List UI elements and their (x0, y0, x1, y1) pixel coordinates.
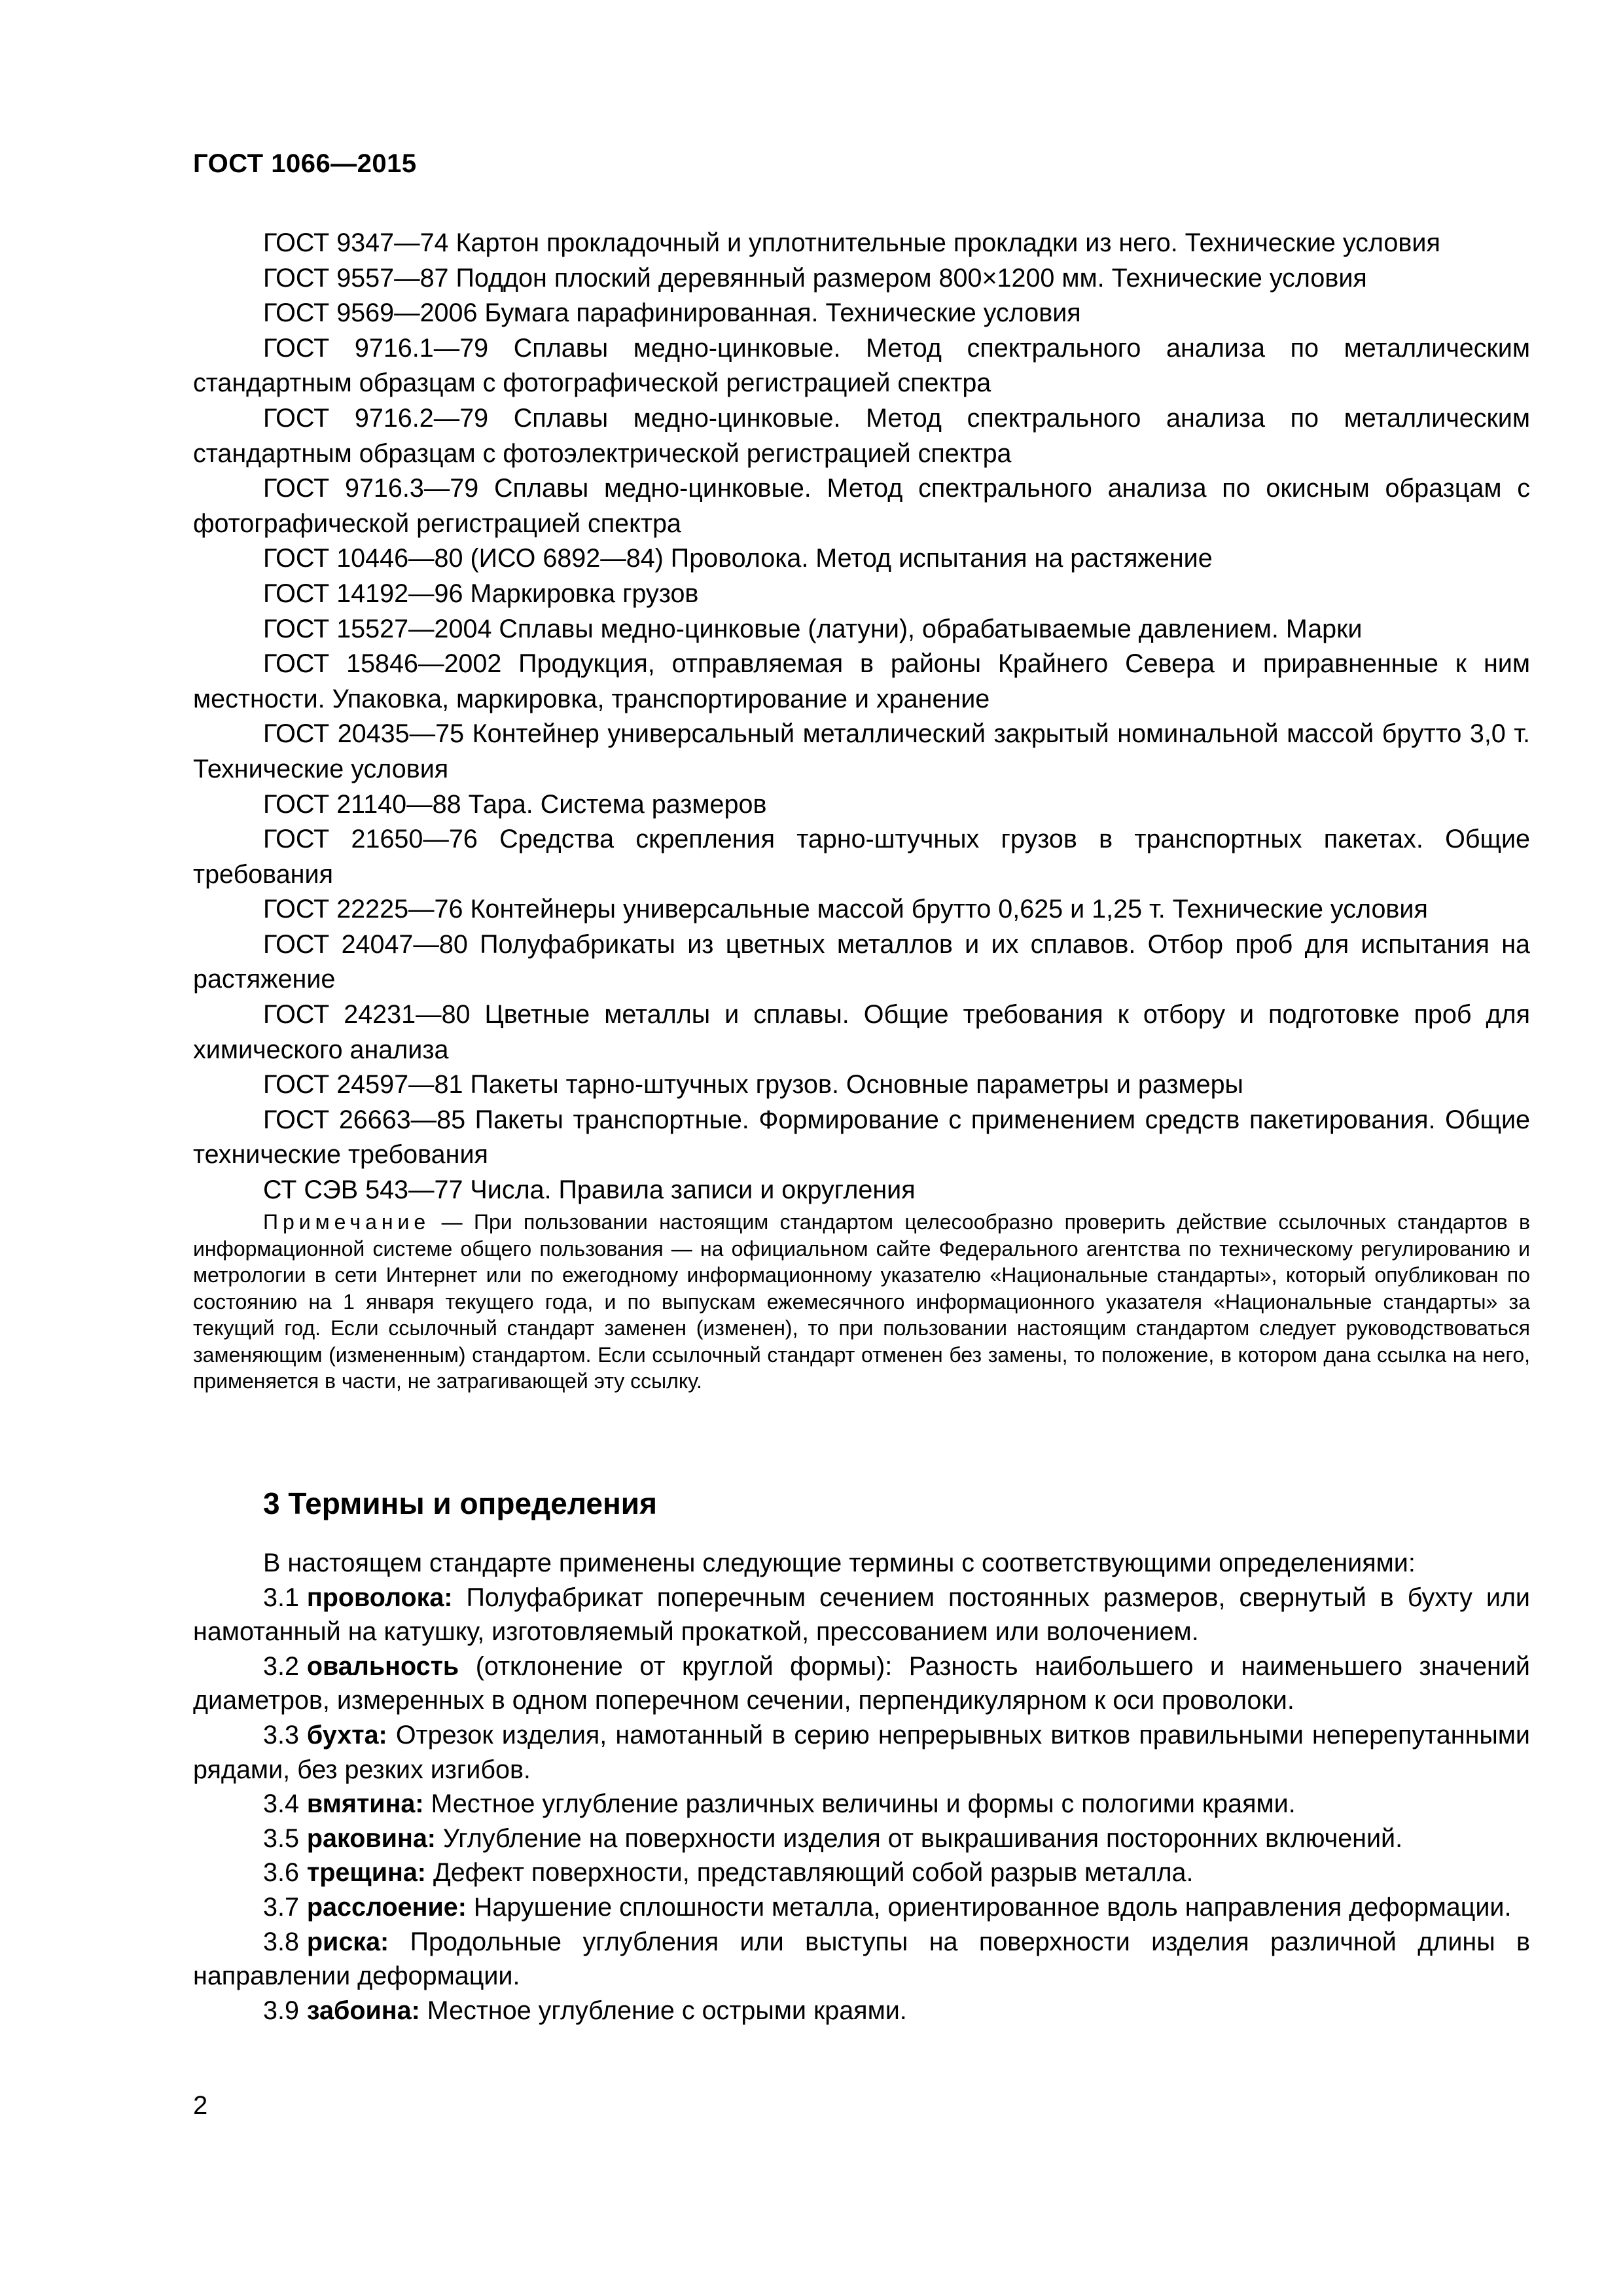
term-word: трещина: (306, 1858, 426, 1888)
term-item (193, 1787, 1530, 1821)
term-number: 3.6 (263, 1858, 299, 1888)
reference-item: ГОСТ 20435—75 Контейнер универсальный металлический закрытый номинальной массой брутто 3,0 т. Технические условия (193, 719, 1530, 783)
term-word: овальность (306, 1651, 459, 1681)
term-word: риска: (306, 1927, 389, 1956)
note-paragraph (193, 1209, 1530, 1395)
term-item (193, 1649, 1530, 1718)
term-number: 3.1 (263, 1583, 299, 1612)
terms-list (193, 1546, 1530, 2028)
reference-item: ГОСТ 26663—85 Пакеты транспортные. Формирование с применением средств пакетирования. Общие технические требования (193, 1105, 1530, 1170)
term-item (193, 1581, 1530, 1649)
note-text: — При пользовании настоящим стандартом целесообразно проверить действие ссылочных стандартов в информационной системе общего пользования — на официальном сайте Федерального агентства по техническому регулированию и метрологии в сети Интернет или по ежегодному информационному указателю «Национальные стандарты», который опубликован по состоянию на 1 января текущего года, и по выпускам ежемесячного информационного указателя «Национальные стандарты» за текущий год. Если ссылочный стандарт заменен (изменен), то при пользовании настоящим стандартом следует руководствоваться заменяющим (измененным) стандартом. Если ссылочный стандарт отменен без замены, то положение, в котором дана ссылка на него, применяется в части, не затрагивающей эту ссылку. (193, 1210, 1530, 1393)
reference-item: ГОСТ 24597—81 Пакеты тарно-штучных грузов. Основные параметры и размеры (263, 1070, 1243, 1100)
term-word: расслоение: (306, 1892, 467, 1922)
term-word: забоина: (306, 1996, 420, 2025)
term-number: 3.2 (263, 1651, 299, 1681)
term-definition: Отрезок изделия, намотанный в серию непрерывных витков правильными неперепутанными рядами, без резких изгибов. (193, 1720, 1530, 1784)
normative-references-list (193, 226, 1530, 1208)
term-number: 3.9 (263, 1996, 299, 2025)
term-word: раковина: (306, 1823, 436, 1853)
reference-item: ГОСТ 9716.2—79 Сплавы медно-цинковые. Метод спектрального анализа по металлическим стандартным образцам с фотоэлектрической регистрацией спектра (193, 403, 1530, 468)
terms-intro: В настоящем стандарте применены следующие термины с соответствующими определениями: (263, 1549, 1416, 1577)
term-definition: Углубление на поверхности изделия от выкрашивания посторонних включений. (435, 1823, 1403, 1853)
term-number: 3.5 (263, 1823, 299, 1853)
section-title: 3 Термины и определения (263, 1486, 657, 1520)
term-definition: Нарушение сплошности металла, ориентированное вдоль направления деформации. (466, 1892, 1512, 1922)
term-item (193, 1994, 1530, 2028)
note-label: Примечание (263, 1210, 431, 1234)
term-word: проволока: (306, 1583, 453, 1612)
page-number: 2 (193, 2091, 208, 2120)
reference-item: СТ СЭВ 543—77 Числа. Правила записи и округления (263, 1175, 916, 1205)
reference-item: ГОСТ 9716.1—79 Сплавы медно-цинковые. Метод спектрального анализа по металлическим стандартным образцам с фотографической регистрацией спектра (193, 333, 1530, 398)
term-item (193, 1821, 1530, 1856)
reference-item: ГОСТ 24231—80 Цветные металлы и сплавы. Общие требования к отбору и подготовке проб для химического анализа (193, 1000, 1530, 1064)
term-item (193, 1925, 1530, 1994)
reference-item: ГОСТ 9347—74 Картон прокладочный и уплотнительные прокладки из него. Технические условия (263, 228, 1440, 257)
reference-item: ГОСТ 15527—2004 Сплавы медно-цинковые (латуни), обрабатываемые давлением. Марки (263, 614, 1363, 643)
term-number: 3.3 (263, 1720, 299, 1749)
term-definition: (отклонение от круглой формы): Разность наибольшего и наименьшего значений диаметров, измеренных в одном поперечном сечении, перпендикулярном к оси проволоки. (193, 1651, 1530, 1715)
term-definition: Местное углубление различных величины и формы с пологими краями. (423, 1789, 1296, 1819)
reference-item: ГОСТ 10446—80 (ИСО 6892—84) Проволока. Метод испытания на растяжение (263, 544, 1213, 573)
reference-item: ГОСТ 21140—88 Тара. Система размеров (263, 789, 767, 819)
term-number: 3.4 (263, 1789, 299, 1819)
term-number: 3.7 (263, 1892, 299, 1922)
term-definition: Дефект поверхности, представляющий собой разрыв металла. (425, 1858, 1194, 1888)
term-item (193, 1890, 1530, 1925)
reference-item: ГОСТ 9569—2006 Бумага парафинированная. Технические условия (263, 298, 1081, 328)
term-number: 3.8 (263, 1927, 299, 1956)
term-word: бухта: (306, 1720, 387, 1749)
reference-item: ГОСТ 21650—76 Средства скрепления тарно-штучных грузов в транспортных пакетах. Общие требования (193, 825, 1530, 889)
term-word: вмятина: (306, 1789, 424, 1819)
reference-item: ГОСТ 24047—80 Полуфабрикаты из цветных металлов и их сплавов. Отбор проб для испытания на растяжение (193, 929, 1530, 994)
term-definition: Местное углубление с острыми краями. (419, 1996, 907, 2025)
reference-item: ГОСТ 9716.3—79 Сплавы медно-цинковые. Метод спектрального анализа по окисным образцам с фотографической регистрацией спектра (193, 474, 1530, 538)
term-item (193, 1856, 1530, 1890)
reference-item: ГОСТ 9557—87 Поддон плоский деревянный размером 800×1200 мм. Технические условия (263, 263, 1367, 293)
document-header: ГОСТ 1066—2015 (193, 149, 417, 178)
term-definition: Продольные углубления или выступы на поверхности изделия различной длины в направлении деформации. (193, 1927, 1530, 1991)
term-item (193, 1718, 1530, 1787)
reference-item: ГОСТ 14192—96 Маркировка грузов (263, 579, 699, 608)
reference-item: ГОСТ 22225—76 Контейнеры универсальные массой брутто 0,625 и 1,25 т. Технические условия (263, 895, 1428, 924)
reference-item: ГОСТ 15846—2002 Продукция, отправляемая в районы Крайнего Севера и приравненные к ним местности. Упаковка, маркировка, транспортирование и хранение (193, 649, 1530, 713)
term-definition: Полуфабрикат поперечным сечением постоянных размеров, свернутый в бухту или намотанный на катушку, изготовляемый прокаткой, прессованием или волочением. (193, 1583, 1530, 1647)
